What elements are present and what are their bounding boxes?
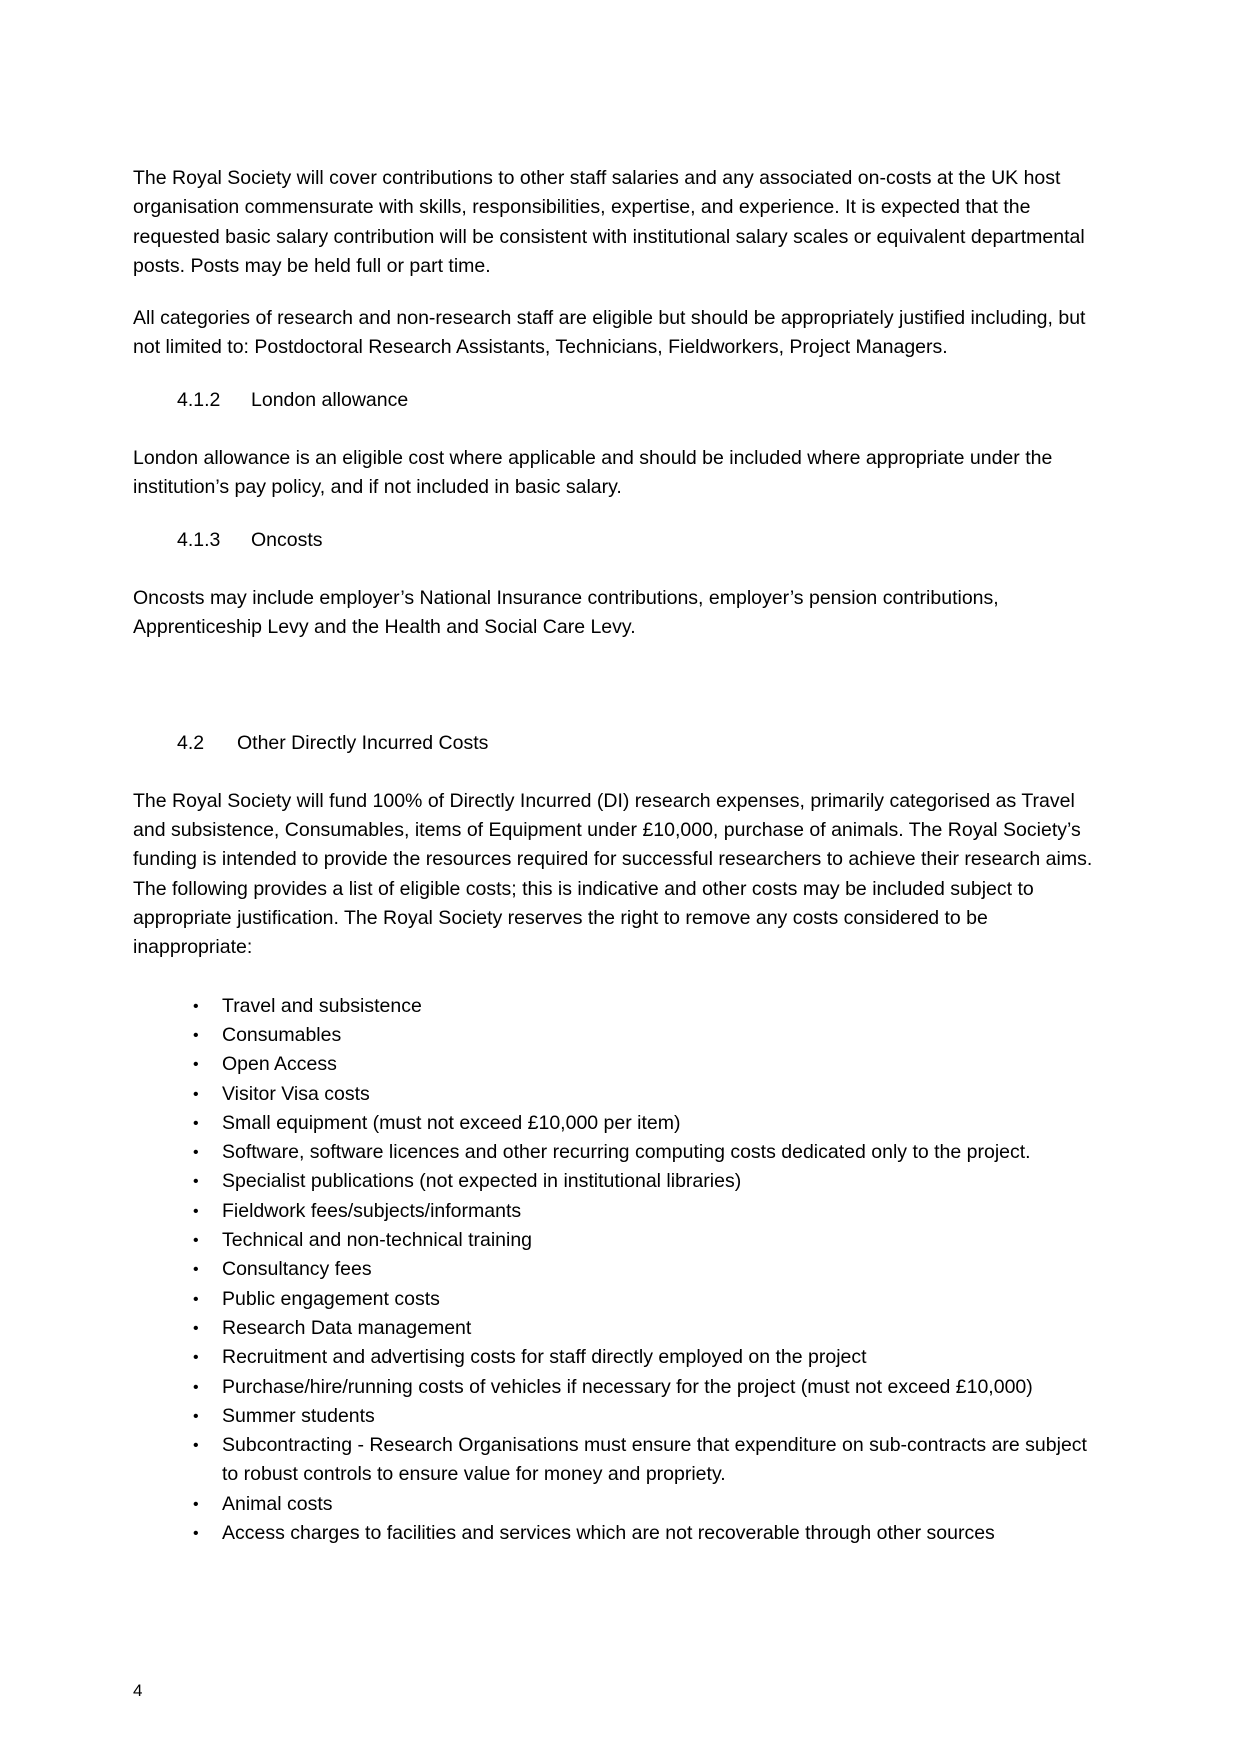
list-item-text: Research Data management [222, 1316, 472, 1339]
heading-number: 4.1.3 [177, 528, 221, 551]
list-item [193, 1255, 1108, 1284]
bullet-icon: • [193, 1144, 199, 1162]
list-item [193, 1138, 1108, 1167]
list-item-text: Software, software licences and other recurring computing costs dedicated only to the project. [222, 1141, 1031, 1164]
bullet-icon: • [193, 1349, 199, 1367]
list-item [193, 1080, 1108, 1109]
list-item-text: Specialist publications (not expected in institutional libraries) [222, 1170, 742, 1193]
bullet-icon: • [193, 1378, 199, 1396]
list-item [193, 1226, 1108, 1255]
bullet-icon: • [193, 1114, 199, 1132]
list-item-text: Fieldwork fees/subjects/informants [222, 1199, 522, 1222]
heading-other-directly-incurred-costs [133, 729, 1108, 758]
bullet-icon: • [193, 1202, 199, 1220]
list-item [193, 1285, 1108, 1314]
list-item-text: Recruitment and advertising costs for staff directly employed on the project [222, 1346, 867, 1369]
bullet-icon: • [193, 1173, 199, 1191]
bullet-icon: • [193, 1524, 199, 1542]
bullet-icon: • [193, 1026, 199, 1044]
list-item [193, 1167, 1108, 1196]
list-item-text: Purchase/hire/running costs of vehicles if necessary for the project (must not exceed £10,000) [222, 1375, 1033, 1398]
list-item [193, 1490, 1108, 1519]
bullet-icon: • [193, 1232, 199, 1250]
list-item-text: Technical and non-technical training [222, 1229, 533, 1252]
list-item [193, 992, 1108, 1021]
heading-title: London allowance [251, 388, 409, 411]
list-item-text: Public engagement costs [222, 1287, 440, 1310]
bullet-icon: • [193, 1056, 199, 1074]
heading-oncosts [133, 526, 1108, 555]
list-item [193, 1021, 1108, 1050]
list-item [193, 1373, 1108, 1402]
list-item [193, 1197, 1108, 1226]
list-item [193, 1050, 1108, 1079]
list-item-text: Subcontracting - Research Organisations must ensure that expenditure on sub-contracts are subject to robust controls to ensure value for money and propriety. [222, 1434, 1087, 1486]
list-item-text: Consumables [222, 1023, 342, 1046]
eligible-costs-list [133, 992, 1108, 1549]
heading-title: Oncosts [251, 528, 323, 551]
list-item-text: Animal costs [222, 1492, 333, 1515]
bullet-icon: • [193, 1437, 199, 1455]
bullet-icon: • [193, 1319, 199, 1337]
bullet-icon: • [193, 1261, 199, 1279]
list-item-text: Access charges to facilities and services which are not recoverable through other sources [222, 1521, 995, 1544]
list-item-text: Consultancy fees [222, 1258, 372, 1281]
list-item-text: Open Access [222, 1053, 337, 1076]
bullet-icon: • [193, 1290, 199, 1308]
page-content [133, 164, 1108, 1548]
list-item [193, 1343, 1108, 1372]
list-item-text: Summer students [222, 1404, 375, 1427]
heading-london-allowance [133, 386, 1108, 415]
list-item [193, 1519, 1108, 1548]
bullet-icon: • [193, 997, 199, 1015]
heading-number: 4.2 [177, 731, 205, 754]
heading-title: Other Directly Incurred Costs [237, 731, 489, 754]
paragraph-staff-salaries: The Royal Society will cover contributions to other staff salaries and any associated on-costs at the UK host organisation commensurate with skills, responsibilities, expertise, and experience. It is expected that the requested basic salary contribution will be consistent with institutional salary scales or equivalent departmental posts. Posts may be held full or part time. [133, 167, 1085, 277]
paragraph-directly-incurred: The Royal Society will fund 100% of Directly Incurred (DI) research expenses, primarily categorised as Travel and subsistence, Consumables, items of Equipment under £10,000, purchase of animals. The Royal Society’s funding is intended to provide the resources required for successful researchers to achieve their research aims. The following provides a list of eligible costs; this is indicative and other costs may be included subject to appropriate justification. The Royal Society reserves the right to remove any costs considered to be inappropriate: [133, 789, 1093, 959]
heading-number: 4.1.2 [177, 388, 221, 411]
paragraph-eligible-staff: All categories of research and non-research staff are eligible but should be appropriately justified including, but not limited to: Postdoctoral Research Assistants, Technicians, Fieldworkers, Project Managers. [133, 307, 1086, 359]
list-item-text: Small equipment (must not exceed £10,000 per item) [222, 1111, 681, 1134]
list-item [193, 1402, 1108, 1431]
bullet-icon: • [193, 1495, 199, 1513]
bullet-icon: • [193, 1085, 199, 1103]
list-item [193, 1431, 1108, 1490]
page-number: 4 [133, 1681, 143, 1700]
list-item-text: Travel and subsistence [222, 994, 422, 1017]
paragraph-london-allowance: London allowance is an eligible cost where applicable and should be included where appropriate under the institution’s pay policy, and if not included in basic salary. [133, 447, 1053, 499]
list-item [193, 1109, 1108, 1138]
list-item [193, 1314, 1108, 1343]
bullet-icon: • [193, 1407, 199, 1425]
paragraph-oncosts: Oncosts may include employer’s National Insurance contributions, employer’s pension contributions, Apprenticeship Levy and the Health and Social Care Levy. [133, 586, 999, 639]
list-item-text: Visitor Visa costs [222, 1082, 370, 1105]
